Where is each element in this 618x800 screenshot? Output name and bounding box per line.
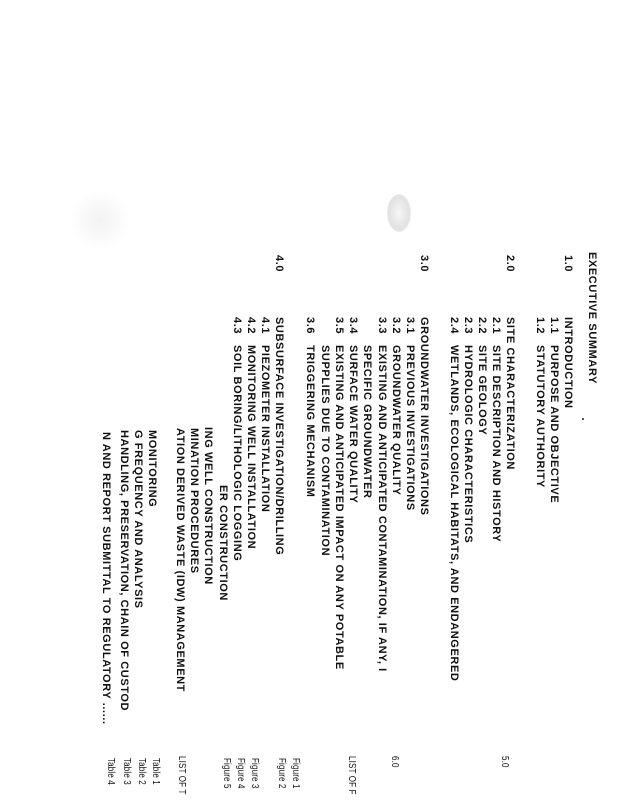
list-of-figures-header: LIST OF F [346,756,357,795]
toc-entry-cut: MONITORING [146,430,158,508]
section-number: 4.3 [231,317,243,335]
toc-entry-title: HYDROLOGIC CHARACTERISTICS [462,345,474,544]
toc-entry-title: SITE CHARACTERIZATION [504,317,516,470]
toc-entry-title: MONITORING WELL INSTALLATION [245,345,257,550]
toc-entry-cut: ATION DERIVED WASTE (IDW) MANAGEMENT [174,428,186,692]
figure-entry: Figure 2 [276,758,287,789]
table-entry: Table 1 [150,758,161,785]
toc-entry-cut: N AND REPORT SUBMITTAL TO REGULATORY ...... [100,432,112,725]
section-number: 2.0 [504,255,516,273]
toc-entry-title: SITE GEOLOGY [476,345,488,436]
section-number: 3.6 [304,317,316,335]
section-number: 4.2 [245,317,257,335]
toc-entry-cut: MINATION PROCEDURES [188,428,200,574]
executive-summary: EXECUTIVE SUMMARY [586,252,598,385]
section-number: 3.3 [376,317,388,335]
toc-entry-title: EXISTING AND ANTICIPATED IMPACT ON ANY POTABLE [333,345,345,670]
toc-entry-title: SURFACE WATER QUALITY [347,345,359,504]
section-number: 2.1 [490,317,502,335]
toc-entry-title: EXISTING AND ANTICIPATED CONTAMINATION, IF ANY, I [376,345,388,672]
toc-entry-title: PURPOSE AND OBJECTIVE [548,345,560,504]
toc-entry-title: STATUTORY AUTHORITY [534,345,546,488]
toc-entry-title: SUBSURFACE INVESTIGATION/DRILLING [273,317,285,556]
toc-entry-title: WETLANDS, ECOLOGICAL HABITATS, AND ENDANGERED [448,345,460,682]
speck [582,418,584,420]
page-number: 6.0 [389,756,400,768]
section-number: 1.1 [548,317,560,335]
figure-entry: Figure 5 [221,758,232,789]
list-of-tables-header: LIST OF T [176,756,187,795]
toc-entry-title: SOIL BORING/LITHOLOGIC LOGGING [231,345,243,562]
figure-entry: Figure 1 [290,758,301,789]
toc-entry-title: PREVIOUS INVESTIGATIONS [404,345,416,511]
table-entry: Table 2 [136,758,147,785]
toc-entry-title: TRIGGERING MECHANISM [304,345,316,498]
section-number: 3.5 [333,317,345,335]
toc-entry-title: GROUNDWATER QUALITY [390,345,402,496]
section-number: 2.2 [476,317,488,335]
toc-entry-cut: HANDLING, PRESERVATION, CHAIN OF CUSTOD [118,430,130,712]
section-number: 3.2 [390,317,402,335]
binder-hole [387,194,411,232]
toc-entry-title: SUPPLIES DUE TO CONTAMINATION [319,345,331,557]
section-number: 4.0 [273,255,285,273]
toc-entry-title: INTRODUCTION [562,317,574,409]
section-number: 1.2 [534,317,546,335]
scan-blot [70,190,130,250]
toc-entry-cut: ING WELL CONSTRUCTION [202,427,214,585]
table-entry: Table 3 [121,758,132,785]
toc-entry-title: SITE DESCRIPTION AND HISTORY [490,345,502,543]
toc-entry-cut: G FREQUENCY AND ANALYSIS [132,430,144,609]
toc-entry-cut: ER CONSTRUCTION [217,485,229,601]
section-number: 2.3 [462,317,474,335]
section-number: 4.1 [259,317,271,335]
section-number: 1.0 [562,255,574,273]
section-number: 3.0 [418,255,430,273]
figure-entry: Figure 4 [235,758,246,789]
page-number: 5.0 [499,756,510,768]
toc-entry-title: GROUNDWATER INVESTIGATIONS [418,317,430,516]
section-number: 2.4 [448,317,460,335]
table-entry: Table 4 [105,758,116,785]
toc-entry-title: SPECIFIC GROUNDWATER [361,345,373,499]
section-number: 3.4 [347,317,359,335]
figure-entry: Figure 3 [249,758,260,789]
section-number: 3.1 [404,317,416,335]
toc-entry-title: PIEZOMETER INSTALLATION [259,345,271,513]
